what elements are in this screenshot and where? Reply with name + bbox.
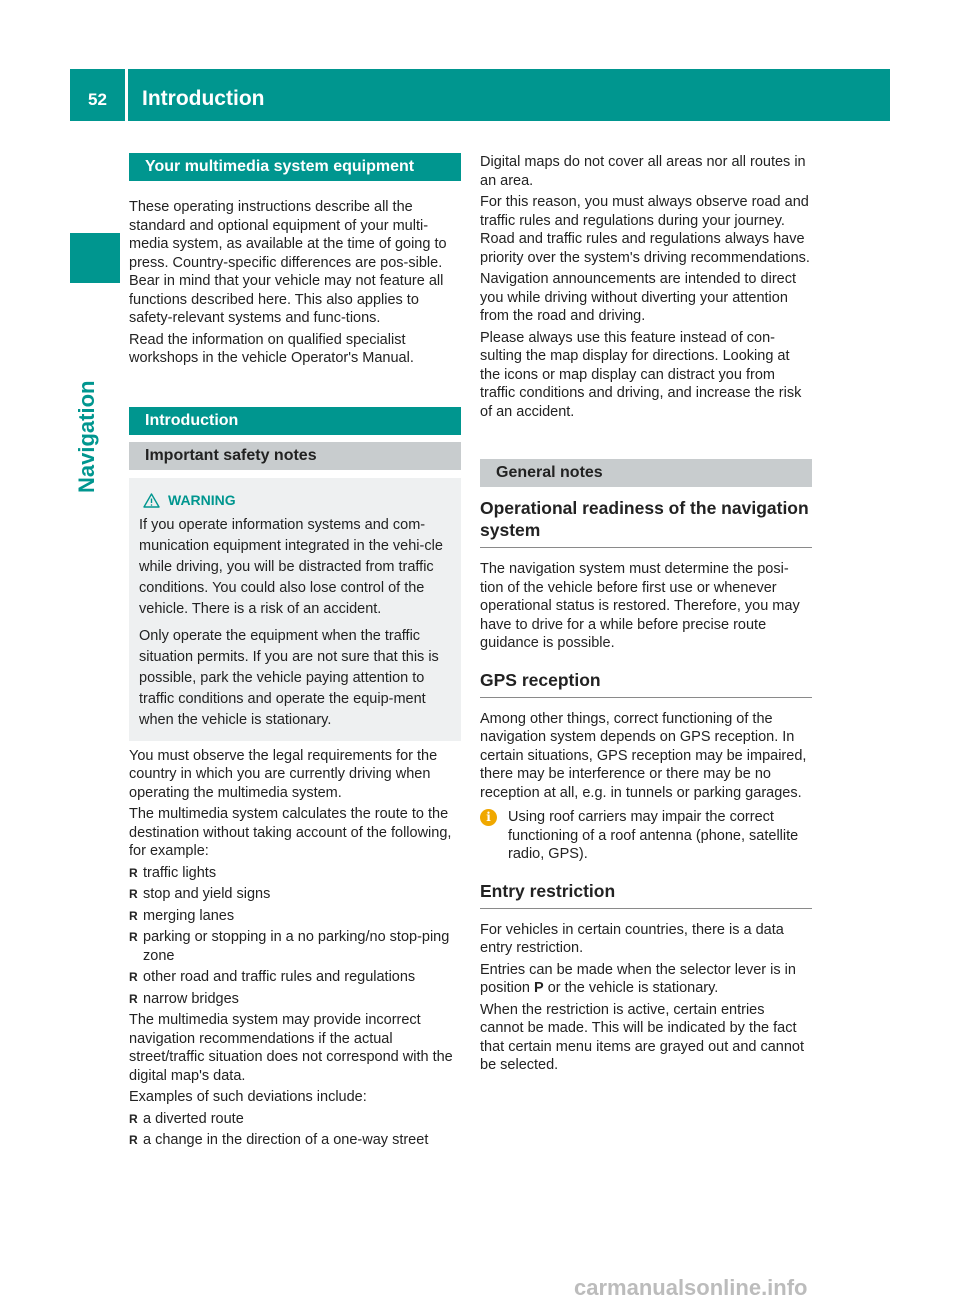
heading-entry-restriction: Entry restriction xyxy=(480,880,812,909)
warning-paragraph: Only operate the equipment when the traffic situation permits. If you are not sure that this is possible, park the vehicle paying attention to traffic conditions and operate the equip-ment when the vehicle is stationary. xyxy=(139,627,439,728)
paragraph: The navigation system must determine the posi-tion of the vehicle before first use or whenever operational status is restored. Therefore, you may have to drive for a while before precise route guidance is possible. xyxy=(480,561,800,651)
paragraph: Among other things, correct functioning of the navigation system depends on GPS reception. In certain situations, GPS reception may be impaired, there may be interference or there may be no reception at all, e.g. in tunnels or parking garages. xyxy=(480,710,807,801)
heading-gps-reception: GPS reception xyxy=(480,669,812,698)
bullet-list xyxy=(129,1110,461,1150)
info-icon: i xyxy=(480,809,497,826)
paragraph: Please always use this feature instead of con-sulting the map display for directions. Looking at the icons or map display can distract you from traffic conditions and driving, and increase the risk of an accident. xyxy=(480,329,802,420)
paragraph: Read the information on qualified specialist workshops in the vehicle Operator's Manual. xyxy=(129,331,414,366)
warning-label: WARNING xyxy=(168,491,236,508)
list-item: R a change in the direction of a one-way street xyxy=(129,1131,461,1150)
paragraph xyxy=(480,961,812,998)
info-text: Using roof carriers may impair the correct functioning of a roof antenna (phone, satellite radio, GPS). xyxy=(508,809,799,862)
list-item: R parking or stopping in a no parking/no stop-ping zone xyxy=(129,928,461,965)
heading-operational-readiness: Operational readiness of the navigation system xyxy=(480,497,812,548)
subsection-heading-safety: Important safety notes xyxy=(129,442,461,470)
paragraph: These operating instructions describe all the standard and optional equipment of your multi-media system, as available at the time of going to press. Country-specific differences are pos-sible. Bear in mind that your vehicle may not feature all functions described here. This also applies to safety-relevant systems and func-tions. xyxy=(129,199,447,326)
paragraph: For vehicles in certain countries, there is a data entry restriction. xyxy=(480,921,784,956)
watermark-logo: carmanualsonline.info xyxy=(574,1275,808,1300)
warning-heading xyxy=(139,490,451,511)
chapter-title: Introduction xyxy=(142,87,265,110)
paragraph: Examples of such deviations include: xyxy=(129,1089,367,1105)
section-heading-equipment: Your multimedia system equipment xyxy=(129,153,461,181)
selector-position: P xyxy=(534,980,544,996)
warning-paragraph: If you operate information systems and com-munication equipment integrated in the vehi-cle while driving, you will be distracted from traffic conditions. You could also lose control of the vehicle. There is a risk of an accident. xyxy=(139,516,443,617)
bullet-list xyxy=(129,864,461,1009)
paragraph: When the restriction is active, certain entries cannot be made. This will be indicated by the fact that certain menu items are grayed out and cannot be selected. xyxy=(480,1001,805,1073)
paragraph: Navigation announcements are intended to direct you while driving without diverting your attention from the road and driving. xyxy=(480,271,796,324)
left-column xyxy=(129,153,461,1153)
warning-box xyxy=(129,478,461,741)
list-item: R narrow bridges xyxy=(129,990,461,1009)
paragraph: Digital maps do not cover all areas nor all routes in an area. xyxy=(480,154,806,189)
header-divider xyxy=(125,69,128,121)
info-note xyxy=(480,808,812,864)
list-item: R other road and traffic rules and regulations xyxy=(129,968,461,987)
side-tab-marker xyxy=(70,233,120,283)
right-column xyxy=(480,153,812,1078)
side-tab-label: Navigation xyxy=(74,380,99,493)
page-number: 52 xyxy=(88,90,107,109)
paragraph: You must observe the legal requirements for the country in which you are currently driving when operating the multimedia system. xyxy=(129,747,438,801)
list-item: R stop and yield signs xyxy=(129,885,461,904)
subsection-heading-general-notes: General notes xyxy=(480,459,812,487)
list-item: R traffic lights xyxy=(129,864,461,883)
list-item: R merging lanes xyxy=(129,907,461,926)
warning-triangle-icon xyxy=(143,493,160,508)
paragraph: The multimedia system calculates the route to the destination without taking account of the following, for example: xyxy=(129,806,452,859)
text-run: or the vehicle is stationary. xyxy=(543,980,719,996)
section-heading-introduction: Introduction xyxy=(129,407,461,435)
text-run: Entries can be made when the selector lever is in position xyxy=(480,961,796,996)
paragraph: For this reason, you must always observe road and traffic rules and regulations during your journey. Road and traffic rules and regulations always have priority over the system's driving recommendations. xyxy=(480,194,810,266)
paragraph: The multimedia system may provide incorrect navigation recommendations if the actual street/traffic situation does not correspond with the digital map's data. xyxy=(129,1012,453,1084)
list-item: R a diverted route xyxy=(129,1110,461,1129)
